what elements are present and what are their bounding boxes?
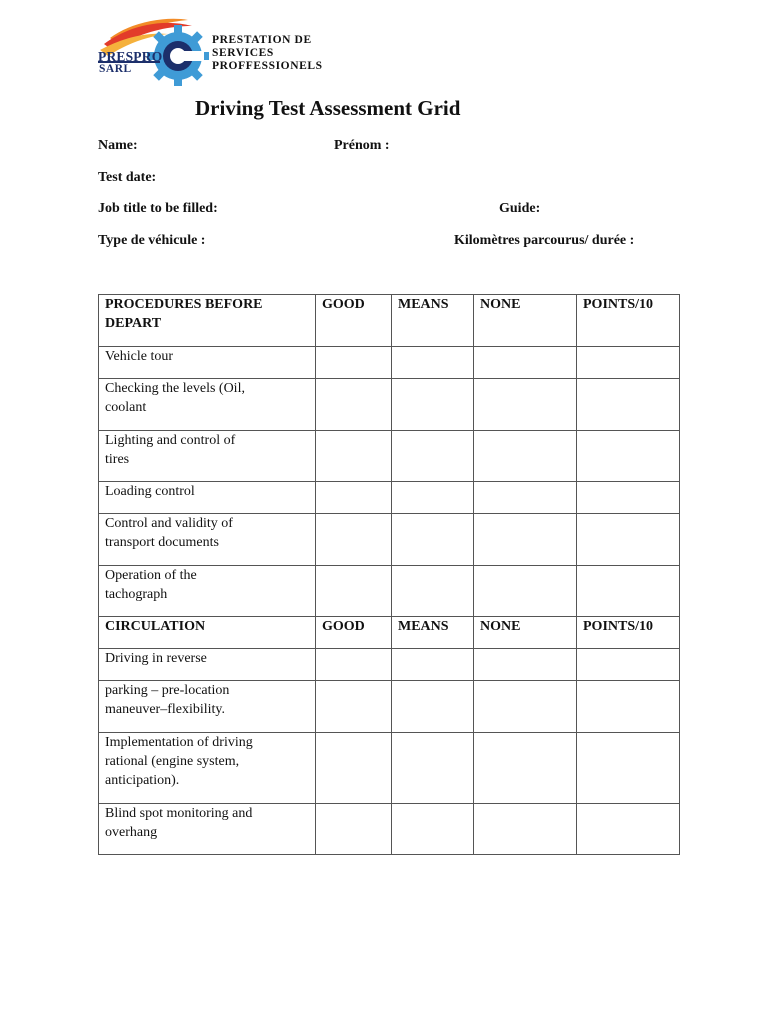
points-cell[interactable]: [577, 379, 680, 431]
none-cell[interactable]: [474, 649, 577, 681]
name-field-label: Name:: [98, 138, 138, 153]
section-header-row: [99, 295, 680, 347]
test-date-field-label: Test date:: [98, 170, 157, 185]
logo-line: SERVICES: [212, 47, 274, 59]
means-cell[interactable]: [392, 566, 474, 617]
good-cell[interactable]: [316, 804, 392, 855]
column-header-points: POINTS/10: [577, 617, 680, 649]
good-cell[interactable]: [316, 347, 392, 379]
good-cell[interactable]: [316, 733, 392, 804]
criterion-label: Checking the levels (Oil, coolant: [99, 379, 316, 431]
none-cell[interactable]: [474, 733, 577, 804]
table-row: [99, 431, 680, 482]
table-row: [99, 482, 680, 514]
points-cell[interactable]: [577, 566, 680, 617]
criterion-label: Control and validity of transport documents: [99, 514, 316, 566]
none-cell[interactable]: [474, 804, 577, 855]
means-cell[interactable]: [392, 681, 474, 733]
good-cell[interactable]: [316, 379, 392, 431]
means-cell[interactable]: [392, 733, 474, 804]
section-header-row: [99, 617, 680, 649]
points-cell[interactable]: [577, 681, 680, 733]
criterion-label: Driving in reverse: [99, 649, 316, 681]
means-cell[interactable]: [392, 431, 474, 482]
none-cell[interactable]: [474, 379, 577, 431]
section-heading: PROCEDURES BEFORE DEPART: [99, 295, 316, 347]
column-header-good: GOOD: [316, 617, 392, 649]
none-cell[interactable]: [474, 347, 577, 379]
means-cell[interactable]: [392, 347, 474, 379]
points-cell[interactable]: [577, 482, 680, 514]
document-title: Driving Test Assessment Grid: [195, 96, 461, 120]
criterion-label: Vehicle tour: [99, 347, 316, 379]
none-cell[interactable]: [474, 566, 577, 617]
means-cell[interactable]: [392, 379, 474, 431]
means-cell[interactable]: [392, 514, 474, 566]
column-header-means: MEANS: [392, 295, 474, 347]
company-logo: [96, 14, 336, 86]
points-cell[interactable]: [577, 649, 680, 681]
none-cell[interactable]: [474, 482, 577, 514]
points-cell[interactable]: [577, 733, 680, 804]
job-title-field-label: Job title to be filled:: [98, 201, 218, 216]
good-cell[interactable]: [316, 649, 392, 681]
logo-suffix: SARL: [99, 63, 132, 75]
table-row: [99, 347, 680, 379]
good-cell[interactable]: [316, 514, 392, 566]
table-row: [99, 804, 680, 855]
criterion-label: Blind spot monitoring and overhang: [99, 804, 316, 855]
table-row: [99, 733, 680, 804]
none-cell[interactable]: [474, 681, 577, 733]
logo-company-name: [212, 34, 323, 73]
table-row: [99, 379, 680, 431]
column-header-points: POINTS/10: [577, 295, 680, 347]
section-heading: CIRCULATION: [99, 617, 316, 649]
good-cell[interactable]: [316, 566, 392, 617]
vehicle-type-field-label: Type de véhicule :: [98, 233, 206, 248]
none-cell[interactable]: [474, 514, 577, 566]
criterion-label: Operation of the tachograph: [99, 566, 316, 617]
assessment-grid: [98, 294, 680, 855]
column-header-none: NONE: [474, 617, 577, 649]
logo-line: PRESTATION DE: [212, 34, 312, 46]
points-cell[interactable]: [577, 431, 680, 482]
points-cell[interactable]: [577, 514, 680, 566]
table-row: [99, 649, 680, 681]
kilometres-field-label: Kilomètres parcourus/ durée :: [454, 233, 635, 248]
criterion-label: Loading control: [99, 482, 316, 514]
none-cell[interactable]: [474, 431, 577, 482]
table-row: [99, 514, 680, 566]
table-row: [99, 566, 680, 617]
means-cell[interactable]: [392, 804, 474, 855]
column-header-means: MEANS: [392, 617, 474, 649]
means-cell[interactable]: [392, 649, 474, 681]
points-cell[interactable]: [577, 804, 680, 855]
good-cell[interactable]: [316, 431, 392, 482]
guide-field-label: Guide:: [499, 201, 541, 216]
good-cell[interactable]: [316, 681, 392, 733]
good-cell[interactable]: [316, 482, 392, 514]
table-row: [99, 681, 680, 733]
criterion-label: Implementation of driving rational (engine system, anticipation).: [99, 733, 316, 804]
column-header-good: GOOD: [316, 295, 392, 347]
means-cell[interactable]: [392, 482, 474, 514]
logo-line: PROFFESSIONELS: [212, 60, 323, 72]
column-header-none: NONE: [474, 295, 577, 347]
prenom-field-label: Prénom :: [334, 138, 390, 153]
logo-abbreviation: PRESPRO: [98, 49, 163, 64]
criterion-label: Lighting and control of tires: [99, 431, 316, 482]
criterion-label: parking – pre-location maneuver–flexibility.: [99, 681, 316, 733]
points-cell[interactable]: [577, 347, 680, 379]
